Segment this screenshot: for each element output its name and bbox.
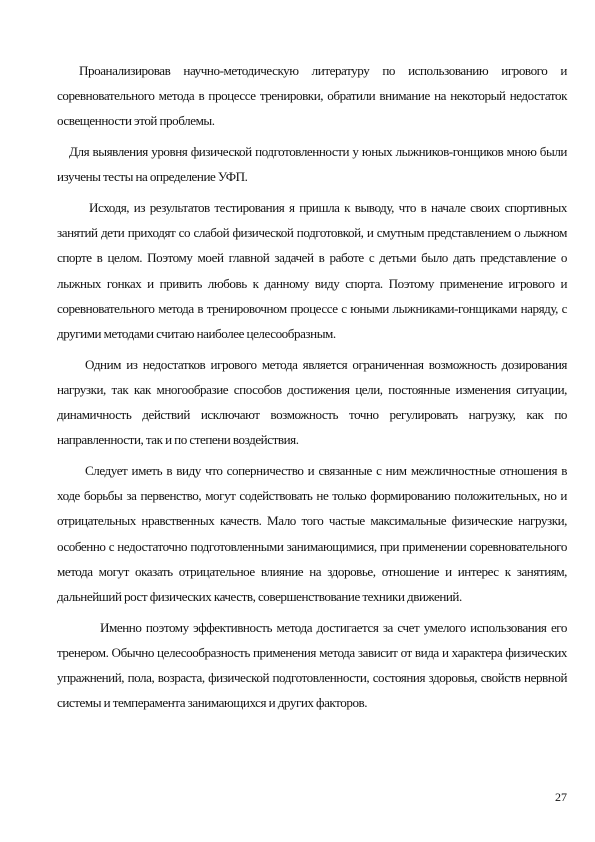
- page-number: 27: [555, 790, 567, 804]
- paragraph-6: Именно поэтому эффективность метода достигается за счет умелого использования его тренером. Обычно целесообразность применения метода зависит от вида и характера физических упражнений, пола, возраста, физической подготовленности, состояния здоровья, свойств нервной системы и темперамента занимающихся и других факторов.: [57, 619, 567, 711]
- paragraph-3: Исходя, из результатов тестирования я пришла к выводу, что в начале своих спортивных занятий дети приходят со слабой физической подготовкой, и смутным представлением о лыжном спорте в целом. Поэтому моей главной задачей в работе с детьми было дать представление о лыжных гонках и привить любовь к данному виду спорта. Поэтому применение игрового и соревновательного метода в тренировочном процессе с юными лыжниками-гонщиками наряду, с другими методами считаю наиболее целесообразным.: [57, 200, 567, 342]
- paragraph-5: Следует иметь в виду что соперничество и связанные с ним межличностные отношения в ходе борьбы за первенство, могут содействовать не только формированию положительных, но и отрицательных нравственных качеств. Мало того частые максимальные физические нагрузки, особенно с недостаточно подготовленными занимающимися, при применении соревновательного метода могут оказать отрицательное влияние на здоровье, отношение и интерес к занятиям, дальнейший рост физических качеств, совершенствование техники движений.: [57, 463, 567, 605]
- paragraph-2: Для выявления уровня физической подготовленности у юных лыжников-гонщиков мною были изучены тесты на определение УФП.: [57, 144, 567, 185]
- paragraph-1: Проанализировав научно-методическую литературу по использованию игрового и соревновательного метода в процессе тренировки, обратили внимание на некоторый недостаток освещенности этой проблемы.: [57, 63, 567, 129]
- body-text: [57, 58, 567, 721]
- paragraph-4: Одним из недостатков игрового метода является ограниченная возможность дозирования нагрузки, так как многообразие способов достижения цели, постоянные изменения ситуации, динамичность действий исключают возможность точно регулировать нагрузку, как по направленности, так и по степени воздействия.: [57, 356, 567, 448]
